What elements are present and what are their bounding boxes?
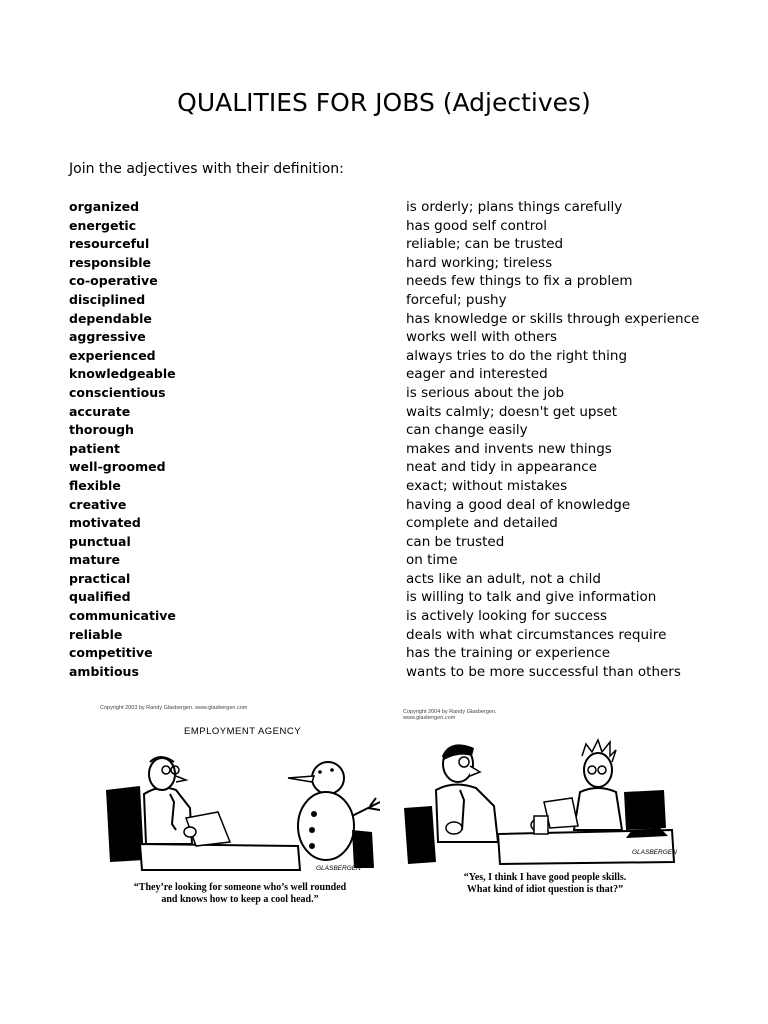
cartoon2-copyright-line1: Copyright 2004 by Randy Glasbergen. [403,709,497,715]
definition-item: needs few things to fix a problem [406,273,633,290]
definition-item: is serious about the job [406,384,565,401]
definition-item: can be trusted [406,533,505,550]
definition-item: has good self control [406,217,548,234]
adjective-item: punctual [69,533,131,549]
adjective-item: practical [69,570,131,586]
definition-item: is actively looking for success [406,608,608,625]
adjective-item: disciplined [69,291,146,307]
adjective-item: knowledgeable [69,366,176,382]
adjective-item: thorough [69,422,134,438]
adjective-item: aggressive [69,329,146,345]
adjective-item: experienced [69,347,156,363]
cartoon1-sign: EMPLOYMENT AGENCY [184,726,302,737]
adjective-item: communicative [69,608,176,624]
cartoon2-signature: GLASBERGEN [632,849,677,856]
adjective-list [69,198,176,681]
adjective-item: dependable [69,310,152,326]
definition-item: is orderly; plans things carefully [406,199,623,215]
adjective-item: organized [69,199,140,214]
adjective-item: accurate [69,403,131,419]
definition-item: has the training or experience [406,645,611,662]
cartoon1-caption [100,882,380,906]
adjective-item: co-operative [69,273,158,289]
definition-item: forceful; pushy [406,291,507,308]
cartoon1-drawing [100,738,380,878]
definition-item: exact; without mistakes [406,477,568,494]
cartoon2-copyright [403,709,497,721]
page-title: QUALITIES FOR JOBS (Adjectives) [177,88,591,117]
definition-item: having a good deal of knowledge [406,496,631,513]
cartoon1-caption-line2: and knows how to keep a cool head.” [161,894,319,905]
adjective-item: patient [69,440,120,456]
definition-item: on time [406,552,458,569]
adjective-item: qualified [69,589,131,605]
adjective-item: mature [69,552,120,568]
cartoon1-signature: GLASBERGEN [316,865,361,872]
adjective-item: motivated [69,515,141,531]
instruction-text: Join the adjectives with their definition: [69,161,344,177]
definition-item: always tries to do the right thing [406,347,628,364]
definition-list [406,198,699,681]
adjective-item: well-groomed [69,459,166,475]
adjective-item: creative [69,496,127,512]
definition-item: hard working; tireless [406,254,553,271]
definition-item: eager and interested [406,366,548,383]
cartoon2-caption-line1: “Yes, I think I have good people skills. [463,872,627,883]
cartoon2-caption-line2: What kind of idiot question is that?” [466,884,624,895]
adjective-item: competitive [69,645,153,661]
definition-item: neat and tidy in appearance [406,459,597,476]
definition-item: waits calmly; doesn't get upset [406,403,618,420]
cartoon2-caption [420,872,670,896]
definition-item: is willing to talk and give information [406,589,657,606]
cartoon1-caption-line1: “They’re looking for someone who’s well rounded [133,882,347,893]
adjective-item: responsible [69,254,151,270]
definition-item: acts like an adult, not a child [406,570,601,587]
definition-item: has knowledge or skills through experience [406,310,700,327]
adjective-item: energetic [69,217,137,233]
adjective-item: ambitious [69,663,139,679]
definition-item: wants to be more successful than others [406,663,681,680]
definition-item: can change easily [406,422,528,439]
cartoon1-copyright: Copyright 2003 by Randy Glasbergen. www.glasbergen.com [100,705,248,711]
definition-item: deals with what circumstances require [406,626,667,643]
adjective-item: resourceful [69,236,150,252]
adjective-item: reliable [69,626,123,642]
definition-item: complete and detailed [406,515,558,532]
definition-item: makes and invents new things [406,440,612,457]
cartoon2-copyright-line2: www.glasbergen.com [403,715,456,721]
definition-item: works well with others [406,329,558,346]
adjective-item: flexible [69,477,121,493]
adjective-item: conscientious [69,384,166,400]
definition-item: reliable; can be trusted [406,236,564,253]
